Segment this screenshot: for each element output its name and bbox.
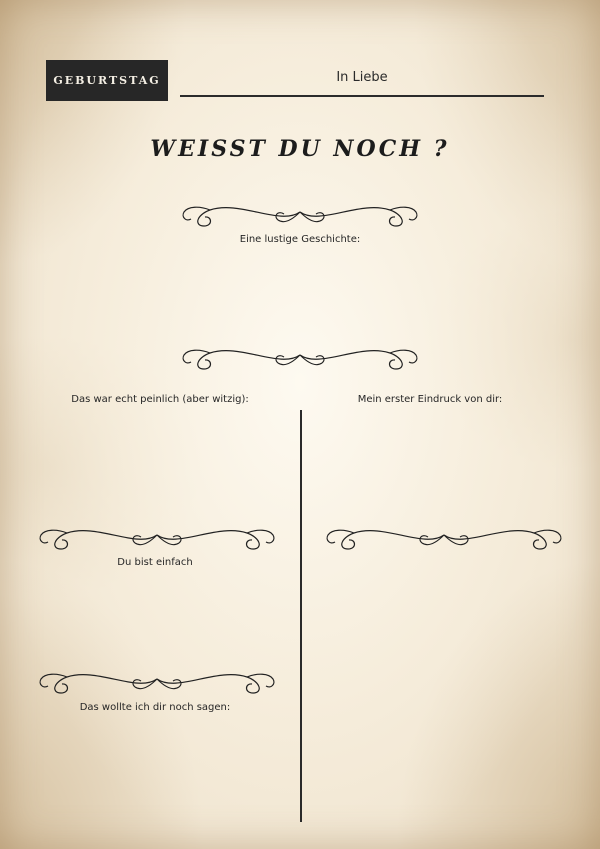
column-divider (300, 410, 302, 822)
birthday-badge: GEBURTSTAG (46, 60, 168, 101)
flourish-divider-icon (37, 667, 277, 695)
prompt-first-impression: Mein erster Eindruck von dir: (357, 394, 503, 405)
prompt-you-are: Du bist einfach (117, 557, 193, 568)
flourish-divider-icon (180, 200, 420, 228)
name-line (180, 95, 544, 97)
prompt-wanted-to-say: Das wollte ich dir noch sagen: (79, 702, 231, 713)
flourish-divider-icon (180, 343, 420, 371)
name-label: In Liebe (336, 70, 388, 85)
flourish-divider-icon (324, 523, 564, 551)
page-title: WEISST DU NOCH ? (150, 136, 450, 162)
prompt-story: Eine lustige Geschichte: (239, 234, 361, 245)
flourish-divider-icon (37, 523, 277, 551)
prompt-embarrassing: Das war echt peinlich (aber witzig): (71, 394, 249, 405)
